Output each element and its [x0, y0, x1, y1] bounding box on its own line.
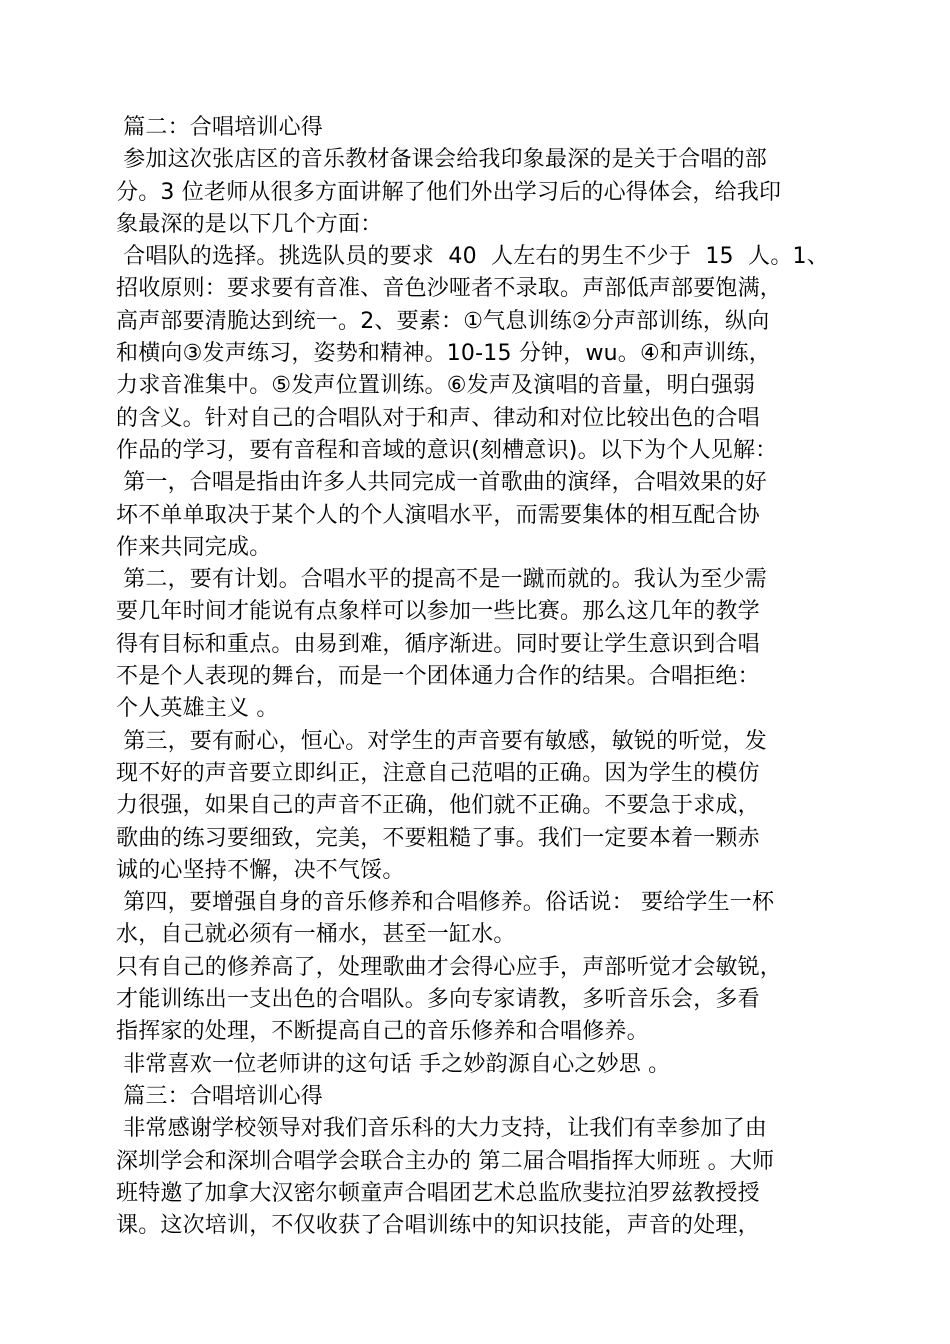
- paragraph-line: 第二，要有计划。合唱水平的提高不是一蹴而就的。我认为至少需: [116, 567, 767, 593]
- paragraph-line: 的含义。针对自己的合唱队对于和声、律动和对位比较出色的合唱: [116, 405, 760, 431]
- paragraph-line: 作品的学习，要有音程和音域的意识(刻槽意识)。以下为个人见解：: [116, 437, 778, 463]
- section-heading: 篇二：合唱培训心得: [116, 115, 323, 140]
- paragraph-line: 只有自己的修养高了，处理歌曲才会得心应手，声部听觉才会敏锐，: [116, 954, 783, 980]
- paragraph-line: 现不好的声音要立即纠正，注意自己范唱的正确。因为学生的模仿: [116, 760, 760, 786]
- paragraph-line: 招收原则：要求要有音准、音色沙哑者不录取。声部低声部要饱满，: [116, 276, 783, 302]
- paragraph-line: 水，自己就必须有一桶水，甚至一缸水。: [116, 922, 516, 948]
- paragraph-line: 第一，合唱是指由许多人共同完成一首歌曲的演绎，合唱效果的好: [116, 470, 767, 496]
- paragraph-line: 参加这次张店区的音乐教材备课会给我印象最深的是关于合唱的部: [116, 147, 767, 173]
- paragraph-line: 高声部要清脆达到统一。2、要素：①气息训练②分声部训练，纵向: [116, 308, 770, 334]
- document-body: [116, 112, 946, 1242]
- paragraph-line: 诚的心坚持不懈，决不气馁。: [116, 857, 405, 883]
- paragraph-line: 和横向③发声练习，姿势和精神。10-15 分钟，wu。④和声训练，: [116, 341, 771, 367]
- paragraph-line: 班特邀了加拿大汉密尔顿童声合唱团艺术总监欣斐拉泊罗兹教授授: [116, 1180, 760, 1206]
- paragraph-line: 作来共同完成。: [116, 534, 272, 560]
- paragraph-line: 深圳学会和深圳合唱学会联合主办的 第二届合唱指挥大师班 。大师: [116, 1148, 775, 1174]
- paragraph-line: 力求音准集中。⑤发声位置训练。⑥发声及演唱的音量，明白强弱: [116, 373, 756, 399]
- paragraph-line: 分。3 位老师从很多方面讲解了他们外出学习后的心得体会，给我印: [116, 179, 782, 205]
- paragraph-line: 合唱队的选择。挑选队员的要求 40 人左右的男生不少于 15 人。1、: [116, 244, 829, 270]
- paragraph-line: 课。这次培训，不仅收获了合唱训练中的知识技能，声音的处理，: [116, 1213, 760, 1239]
- paragraph-line: 非常喜欢一位老师讲的这句话 手之妙韵源自心之妙思 。: [116, 1051, 671, 1077]
- paragraph-line: 坏不单单取决于某个人的个人演唱水平，而需要集体的相互配合协: [116, 502, 760, 528]
- paragraph-line: 才能训练出一支出色的合唱队。多向专家请教，多听音乐会，多看: [116, 987, 760, 1013]
- paragraph-line: 力很强，如果自己的声音不正确，他们就不正确。不要急于求成，: [116, 793, 760, 819]
- paragraph-line: 第四，要增强自身的音乐修养和合唱修养。俗话说： 要给学生一杯: [116, 890, 775, 916]
- paragraph-line: 非常感谢学校领导对我们音乐科的大力支持，让我们有幸参加了由: [116, 1116, 767, 1142]
- paragraph-line: 个人英雄主义 。: [116, 696, 279, 722]
- paragraph-line: 歌曲的练习要细致，完美，不要粗糙了事。我们一定要本着一颗赤: [116, 825, 760, 851]
- paragraph-line: 第三，要有耐心，恒心。对学生的声音要有敏感，敏锐的听觉，发: [116, 728, 767, 754]
- paragraph-line: 不是个人表现的舞台，而是一个团体通力合作的结果。合唱拒绝：: [116, 664, 760, 690]
- paragraph-line: 得有目标和重点。由易到难，循序渐进。同时要让学生意识到合唱: [116, 631, 760, 657]
- paragraph-line: 要几年时间才能说有点象样可以参加一些比赛。那么这几年的教学: [116, 599, 760, 625]
- paragraph-line: 指挥家的处理，不断提高自己的音乐修养和合唱修养。: [116, 1019, 649, 1045]
- section-heading: 篇三：合唱培训心得: [116, 1083, 323, 1109]
- paragraph-line: 象最深的是以下几个方面：: [116, 211, 383, 237]
